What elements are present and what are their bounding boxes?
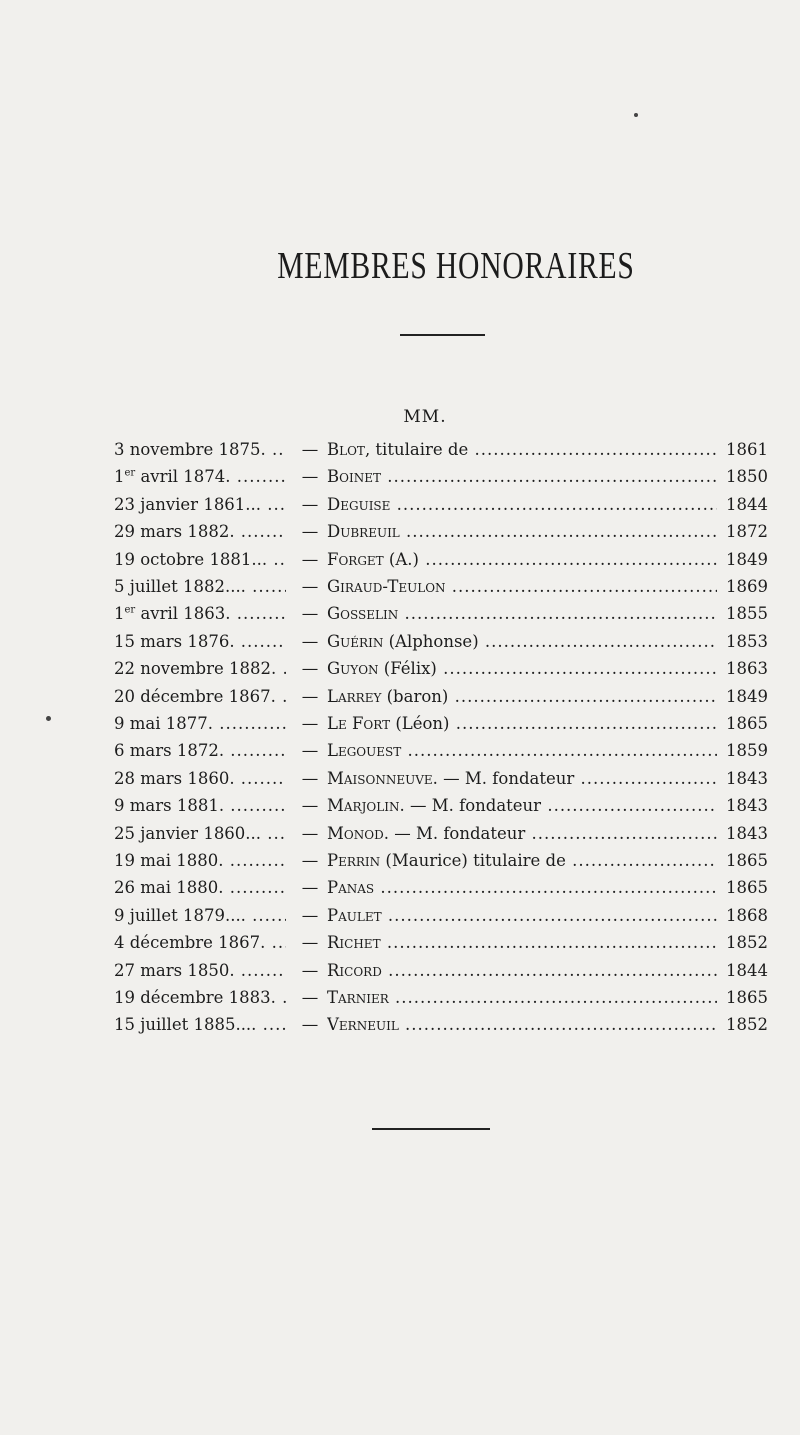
member-row xyxy=(0,600,800,627)
member-name: Gosselin ..... xyxy=(327,600,717,627)
member-name: Dubreuil ..... xyxy=(327,518,717,545)
admission-date: 29 mars 1882. ..... xyxy=(114,518,286,545)
separator-dash: — xyxy=(301,467,319,487)
member-row xyxy=(0,737,800,764)
admission-date: 15 mars 1876. ..... xyxy=(114,628,286,655)
membership-year: 1852 xyxy=(726,1015,768,1035)
member-row xyxy=(0,683,800,710)
member-name: Perrin (Maurice) titulaire de ..... xyxy=(327,847,717,874)
separator-dash: — xyxy=(301,878,319,898)
separator-dash: — xyxy=(301,1015,319,1035)
admission-date: 1er avril 1874. ..... xyxy=(114,463,286,490)
membership-year: 1865 xyxy=(726,878,768,898)
admission-date: 9 mars 1881. ..... xyxy=(114,792,286,819)
membership-year: 1865 xyxy=(726,851,768,870)
separator-dash: — xyxy=(301,577,319,596)
membership-year: 1843 xyxy=(726,823,768,843)
admission-date: 23 janvier 1861... ..... xyxy=(114,491,286,518)
separator-dash: — xyxy=(301,686,319,706)
title-rule xyxy=(400,334,485,336)
membership-year: 1844 xyxy=(726,494,768,514)
member-name: Blot, titulaire de ..... xyxy=(327,436,717,463)
member-row xyxy=(0,957,800,984)
member-name: Le Fort (Léon) ..... xyxy=(327,710,717,737)
membership-year: 1865 xyxy=(726,714,768,733)
admission-date: 9 mai 1877. ..... xyxy=(114,710,286,737)
separator-dash: — xyxy=(301,905,319,925)
separator-dash: — xyxy=(301,659,319,679)
paper-speck xyxy=(46,716,51,721)
separator-dash: — xyxy=(301,631,319,651)
admission-date: 15 juillet 1885.... ..... xyxy=(114,1011,286,1038)
member-name: Panas ..... xyxy=(327,874,717,901)
admission-date: 25 janvier 1860... ..... xyxy=(114,820,286,847)
member-row xyxy=(0,518,800,545)
member-name: Richet ..... xyxy=(327,929,717,956)
page-title: MEMBRES HONORAIRES xyxy=(277,245,635,287)
membership-year: 1865 xyxy=(726,988,768,1007)
separator-dash: — xyxy=(301,522,319,542)
membership-year: 1843 xyxy=(726,768,768,788)
member-row xyxy=(0,929,800,956)
admission-date: 28 mars 1860. ..... xyxy=(114,765,286,792)
admission-date: 19 mai 1880. ..... xyxy=(114,847,286,874)
paper-speck xyxy=(634,113,638,117)
membership-year: 1853 xyxy=(726,631,768,651)
membership-year: 1872 xyxy=(726,522,768,542)
member-name: Boinet ..... xyxy=(327,463,717,490)
admission-date: 19 décembre 1883. ..... xyxy=(114,984,286,1011)
closing-rule xyxy=(372,1128,490,1130)
member-name: Legouest ..... xyxy=(327,737,717,764)
membership-year: 1868 xyxy=(726,905,768,925)
membership-year: 1861 xyxy=(726,440,768,459)
admission-date: 6 mars 1872. ..... xyxy=(114,737,286,764)
member-name: Deguise ..... xyxy=(327,491,717,518)
admission-date: 9 juillet 1879.... ..... xyxy=(114,902,286,929)
member-row xyxy=(0,984,800,1011)
member-name: Maisonneuve. — M. fondateur ..... xyxy=(327,765,717,792)
member-name: Larrey (baron) ..... xyxy=(327,683,717,710)
member-row xyxy=(0,436,800,463)
member-row xyxy=(0,1011,800,1038)
separator-dash: — xyxy=(301,796,319,816)
membership-year: 1849 xyxy=(726,686,768,706)
member-row xyxy=(0,820,800,847)
member-row xyxy=(0,628,800,655)
member-name: Verneuil ..... xyxy=(327,1011,717,1038)
membership-year: 1844 xyxy=(726,960,768,980)
separator-dash: — xyxy=(301,714,319,733)
member-name: Forget (A.) ..... xyxy=(327,546,717,573)
member-row xyxy=(0,463,800,490)
member-row xyxy=(0,710,800,737)
member-name: Marjolin. — M. fondateur ..... xyxy=(327,792,717,819)
admission-date: 20 décembre 1867. ..... xyxy=(114,683,286,710)
member-row xyxy=(0,546,800,573)
separator-dash: — xyxy=(301,741,319,761)
separator-dash: — xyxy=(301,494,319,514)
membership-year: 1863 xyxy=(726,659,768,679)
membership-year: 1855 xyxy=(726,604,768,624)
membership-year: 1852 xyxy=(726,933,768,953)
membership-year: 1869 xyxy=(726,577,768,596)
member-name: Guérin (Alphonse) ..... xyxy=(327,628,717,655)
admission-date: 5 juillet 1882.... ..... xyxy=(114,573,286,600)
membership-year: 1843 xyxy=(726,796,768,816)
membership-year: 1850 xyxy=(726,467,768,487)
admission-date: 4 décembre 1867. ..... xyxy=(114,929,286,956)
separator-dash: — xyxy=(301,988,319,1007)
separator-dash: — xyxy=(301,768,319,788)
admission-date: 27 mars 1850. ..... xyxy=(114,957,286,984)
member-row xyxy=(0,655,800,682)
salutation: MM. xyxy=(403,407,447,427)
member-row xyxy=(0,573,800,600)
member-row xyxy=(0,792,800,819)
member-name: Giraud-Teulon ..... xyxy=(327,573,717,600)
separator-dash: — xyxy=(301,960,319,980)
member-name: Ricord ..... xyxy=(327,957,717,984)
member-name: Monod. — M. fondateur ..... xyxy=(327,820,717,847)
membership-year: 1859 xyxy=(726,741,768,761)
member-name: Tarnier ..... xyxy=(327,984,717,1011)
separator-dash: — xyxy=(301,440,319,459)
member-row xyxy=(0,491,800,518)
separator-dash: — xyxy=(301,549,319,569)
separator-dash: — xyxy=(301,823,319,843)
admission-date: 1er avril 1863. ..... xyxy=(114,600,286,627)
admission-date: 26 mai 1880. ..... xyxy=(114,874,286,901)
member-row xyxy=(0,847,800,874)
admission-date: 22 novembre 1882. ..... xyxy=(114,655,286,682)
separator-dash: — xyxy=(301,851,319,870)
separator-dash: — xyxy=(301,933,319,953)
member-row xyxy=(0,874,800,901)
member-row xyxy=(0,765,800,792)
member-name: Guyon (Félix) ..... xyxy=(327,655,717,682)
separator-dash: — xyxy=(301,604,319,624)
member-name: Paulet ..... xyxy=(327,902,717,929)
member-row xyxy=(0,902,800,929)
membership-year: 1849 xyxy=(726,549,768,569)
admission-date: 3 novembre 1875. ..... xyxy=(114,436,286,463)
admission-date: 19 octobre 1881... ..... xyxy=(114,546,286,573)
